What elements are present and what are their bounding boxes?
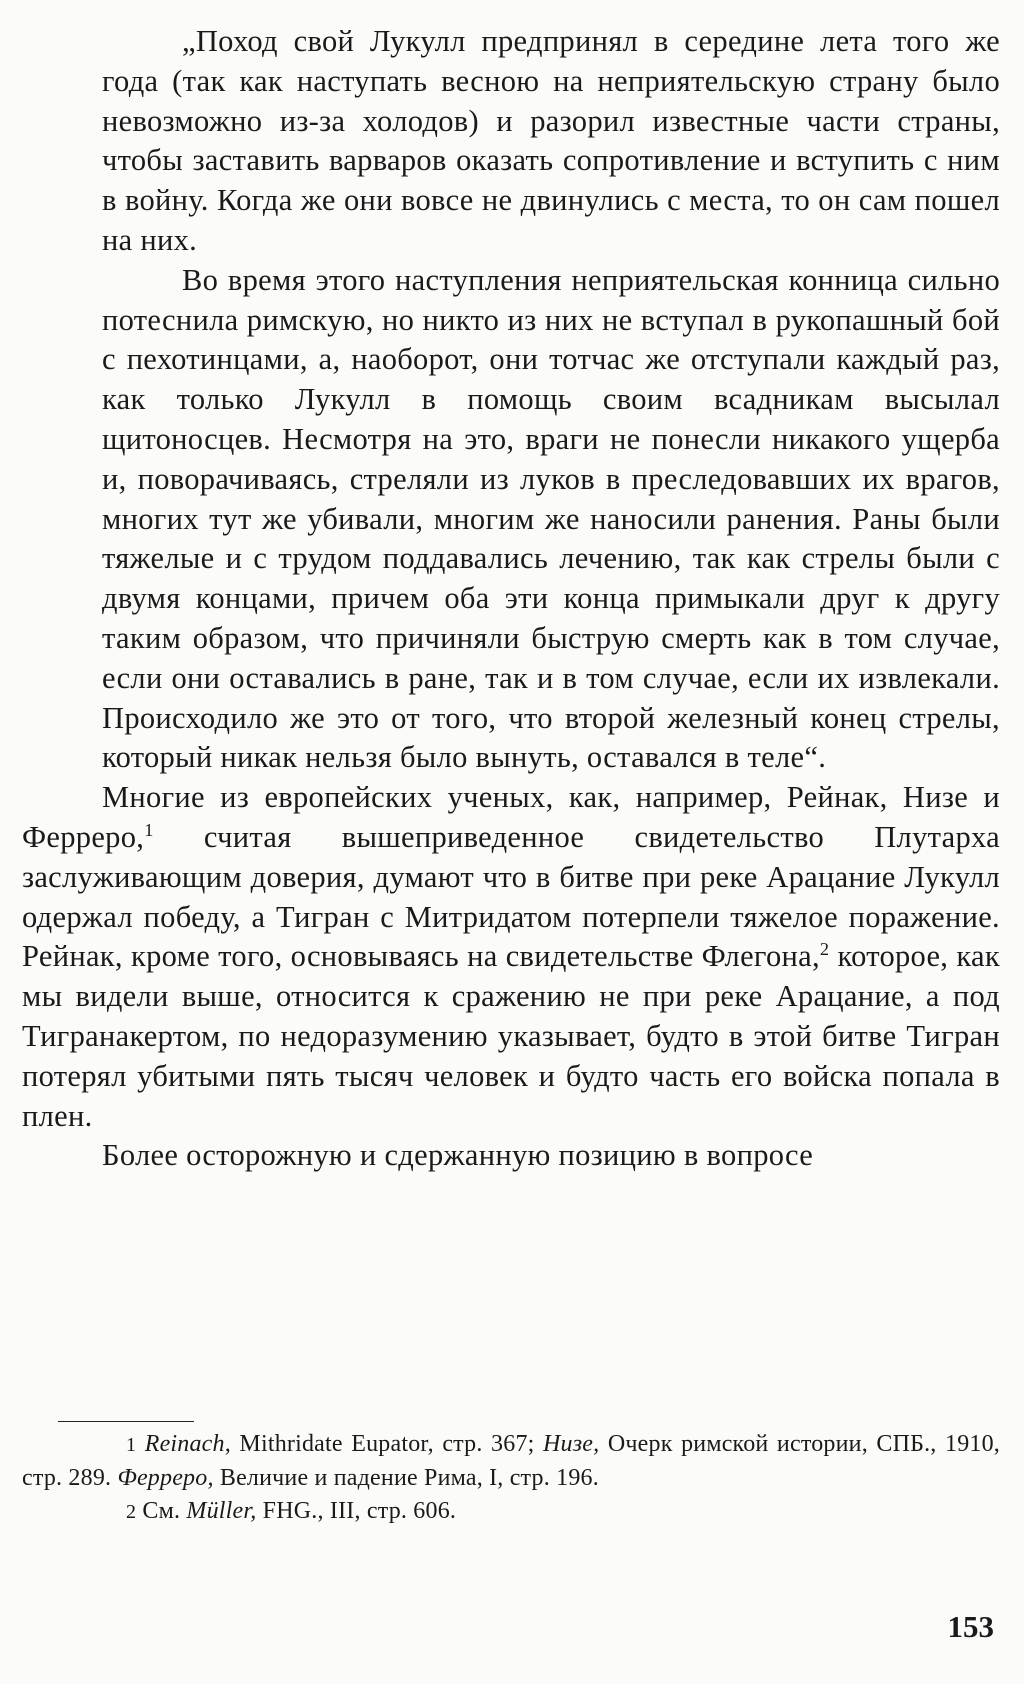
paragraph-3-part-3: которое, как мы видели выше, относится к сражению не при реке Арацание, а под Тигранакертом, по недоразумению указывает, будто в этой битве Тигран потерял убитыми пять тысяч человек и будто часть его войска попала в плен. [22, 939, 1000, 1133]
paragraph-3-part-2: считая вышеприведенное свидетельство Плутарха заслуживающим доверия, думают что в битве при реке Арацание Лукулл одержал победу, а Тигран с Митридатом потерпели тяжелое поражение. Рейнак, кроме того, основываясь на свидетельстве Флегона, [22, 819, 1000, 974]
footnote-1-number: 1 [126, 1434, 137, 1456]
footnote-2-text-2: FHG., III, стр. 606. [256, 1498, 457, 1524]
footnote-1-author-1: Reinach, [144, 1431, 231, 1457]
paragraph-3 [22, 778, 1000, 1136]
footnote-2-number: 2 [126, 1501, 137, 1523]
footnote-2-author-1: Müller, [186, 1498, 257, 1524]
page-number: 153 [947, 1609, 994, 1644]
footnotes [22, 1428, 1000, 1529]
footnote-2 [22, 1495, 1000, 1529]
main-text [22, 22, 1000, 1176]
quote-paragraph-1: „Поход свой Лукулл предпринял в середине лета того же года (так как наступать весною на неприятельскую страну было невозможно из-за холодов) и разорил известные части страны, чтобы заставить варваров оказать сопротивление и вступить с ним в войну. Когда же они вовсе не двинулись с места, то он сам пошел на них. [102, 24, 1000, 257]
footnote-ref-1: 1 [144, 819, 154, 840]
footnote-ref-2: 2 [819, 939, 830, 960]
footnote-1-text-3: Величие и падение Рима, I, стр. 196. [213, 1465, 599, 1491]
footnote-1 [22, 1428, 1000, 1495]
paragraph-4: Более осторожную и сдержанную позицию в вопросе [102, 1138, 814, 1173]
footnote-1-author-2: Низе, [543, 1431, 600, 1457]
footnote-1-text-2: Очерк римской истории, СПБ., 1910, стр. 289. [22, 1431, 1000, 1491]
paragraph-3-part-1: Многие из европейских ученых, как, например, Рейнак, Низе и Ферреро, [22, 780, 1000, 854]
footnote-1-author-3: Ферреро, [117, 1465, 214, 1491]
footnote-1-text-1: Mithridate Eupator, стр. 367; [230, 1431, 544, 1457]
footnote-2-text-1: См. [136, 1498, 187, 1524]
footnote-divider [58, 1421, 194, 1422]
quote-paragraph-2: Во время этого наступления неприятельская конница сильно потеснила римскую, но никто из них не вступал в рукопашный бой с пехотинцами, а, наоборот, они тотчас же отступали каждый раз, как только Лукулл в помощь своим всадникам высылал щитоносцев. Несмотря на это, враги не понесли никакого ущерба и, поворачиваясь, стреляли из луков в преследовавших их врагов, многих тут же убивали, многим же наносили ранения. Раны были тяжелые и с трудом поддавались лечению, так как стрелы были с двумя концами, причем оба эти конца примыкали друг к другу таким образом, что причиняли быструю смерть как в том случае, если они оставались в ране, так и в том случае, если их извлекали. Происходило же это от того, что второй железный конец стрелы, который никак нельзя было вынуть, оставался в теле“. [102, 262, 1000, 775]
